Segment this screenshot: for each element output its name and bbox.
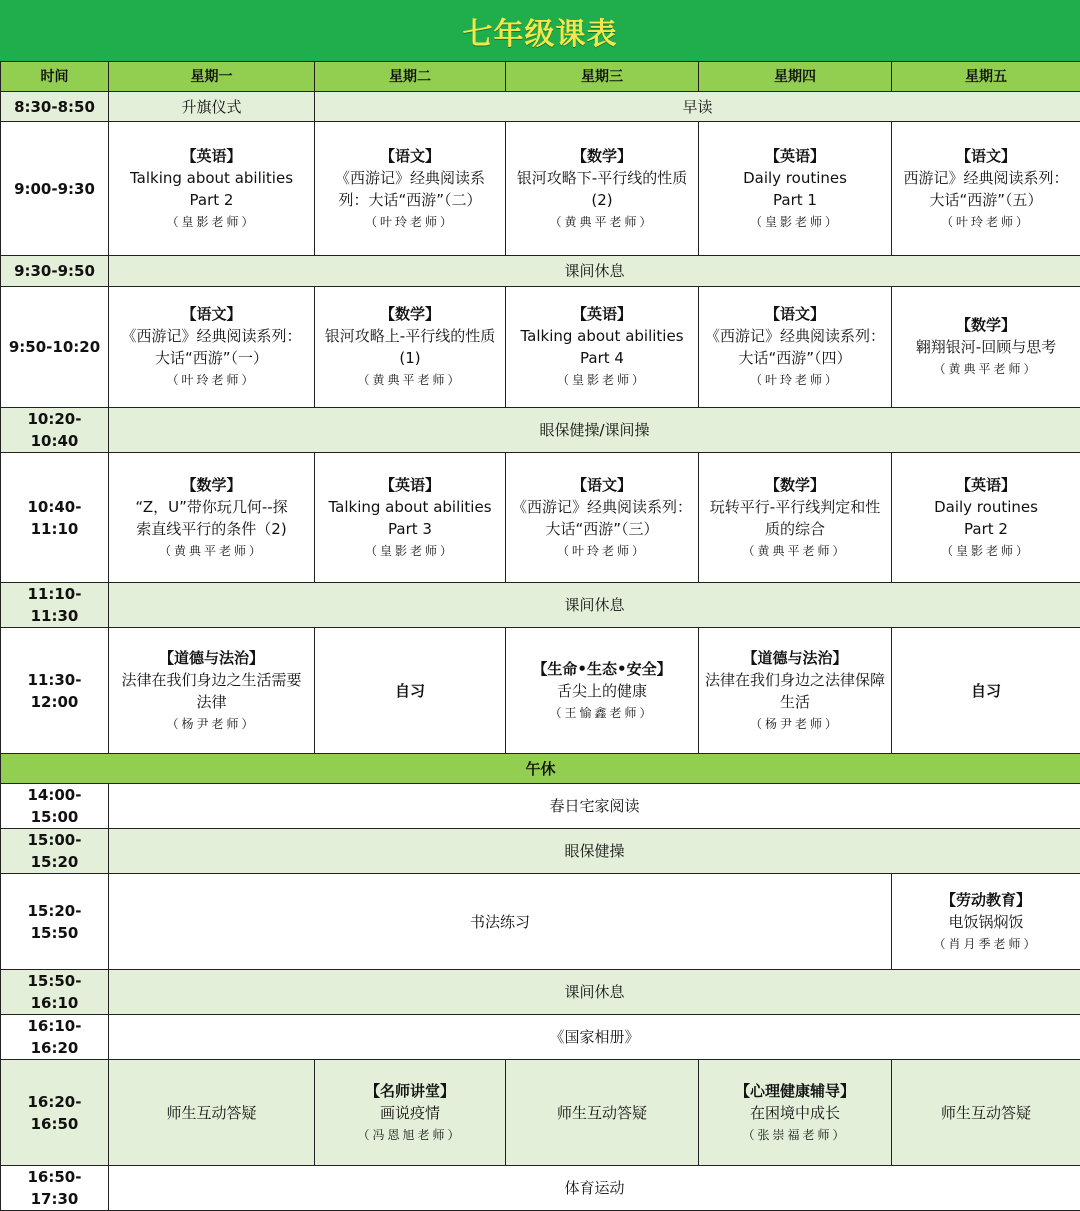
teacher-name: （王愉鑫老师） [509, 702, 695, 724]
lesson-cell [315, 453, 506, 583]
teacher-name: （张崇福老师） [702, 1124, 888, 1146]
table-row [1, 829, 1080, 874]
lesson-title: 《西游记》经典阅读系列： [112, 325, 311, 347]
table-row [1, 1015, 1080, 1060]
table-row [1, 287, 1080, 408]
teacher-name: （皇影老师） [895, 540, 1077, 562]
lesson-cell [699, 287, 892, 408]
lesson-cell [506, 287, 699, 408]
table-row [1, 1166, 1080, 1211]
subject-label: 【语文】 [112, 303, 311, 325]
time-cell: 14:00-15:00 [1, 784, 109, 829]
lesson-cell [892, 122, 1080, 256]
time-cell: 11:10-11:30 [1, 583, 109, 628]
subject-label: 【语文】 [318, 145, 502, 167]
lesson-title: 法律 [112, 691, 311, 713]
table-row [1, 256, 1080, 287]
time-cell: 11:30-12:00 [1, 628, 109, 754]
header-time: 时间 [1, 62, 109, 92]
teacher-name: （皇影老师） [702, 211, 888, 233]
timetable [0, 61, 1080, 1211]
subject-label: 【劳动教育】 [895, 889, 1077, 911]
subject-label: 【英语】 [112, 145, 311, 167]
lesson-title: 玩转平行-平行线判定和性 [702, 496, 888, 518]
lesson-cell [506, 122, 699, 256]
subject-label: 【生命•生态•安全】 [509, 658, 695, 680]
header-fri: 星期五 [892, 62, 1080, 92]
time-cell: 8:30-8:50 [1, 92, 109, 122]
subject-label: 【数学】 [318, 303, 502, 325]
lesson-cell [109, 122, 315, 256]
teacher-name: （杨尹老师） [112, 713, 311, 735]
lesson-title: 大话“西游”（三） [509, 518, 695, 540]
lesson-title: 大话“西游”（五） [895, 189, 1077, 211]
subject-label: 【数学】 [112, 474, 311, 496]
lesson-title: Daily routines [702, 167, 888, 189]
time-cell: 16:50-17:30 [1, 1166, 109, 1211]
lesson-title: 《西游记》经典阅读系 [318, 167, 502, 189]
self-study-cell: 自习 [892, 628, 1080, 754]
self-study-cell: 自习 [315, 628, 506, 754]
teacher-name: （黄典平老师） [895, 358, 1077, 380]
lesson-cell [892, 453, 1080, 583]
reading-cell: 春日宅家阅读 [109, 784, 1080, 829]
lesson-title: 舌尖上的健康 [509, 680, 695, 702]
eye-exercise-cell: 眼保健操/课间操 [109, 408, 1080, 453]
time-cell: 15:20-15:50 [1, 874, 109, 970]
table-row [1, 453, 1080, 583]
table-row [1, 583, 1080, 628]
table-row [1, 1060, 1080, 1166]
lesson-title: 《西游记》经典阅读系列： [702, 325, 888, 347]
qa-cell: 师生互动答疑 [109, 1060, 315, 1166]
lunch-row [1, 754, 1080, 784]
lesson-title: 银河攻略上-平行线的性质 [318, 325, 502, 347]
subject-label: 【英语】 [509, 303, 695, 325]
subject-label: 【语文】 [895, 145, 1077, 167]
table-row [1, 784, 1080, 829]
subject-label: 【英语】 [702, 145, 888, 167]
qa-cell: 师生互动答疑 [892, 1060, 1080, 1166]
lesson-cell [699, 122, 892, 256]
teacher-name: （叶玲老师） [112, 369, 311, 391]
teacher-name: （黄典平老师） [509, 211, 695, 233]
teacher-name: （叶玲老师） [895, 211, 1077, 233]
header-wed: 星期三 [506, 62, 699, 92]
subject-label: 【名师讲堂】 [318, 1080, 502, 1102]
subject-label: 【语文】 [509, 474, 695, 496]
lunch-break-cell: 午休 [1, 754, 1080, 784]
lesson-cell [109, 628, 315, 754]
teacher-name: （叶玲老师） [509, 540, 695, 562]
subject-label: 【数学】 [702, 474, 888, 496]
lesson-cell [699, 453, 892, 583]
lesson-cell [506, 453, 699, 583]
lesson-title: 画说疫情 [318, 1102, 502, 1124]
lesson-title: Talking about abilities [509, 325, 695, 347]
teacher-name: （皇影老师） [112, 211, 311, 233]
lesson-title: Part 2 [895, 518, 1077, 540]
time-cell: 9:30-9:50 [1, 256, 109, 287]
subject-label: 【英语】 [318, 474, 502, 496]
page-title: 七年级课表 [463, 9, 618, 53]
lesson-title: 索直线平行的条件（2) [112, 518, 311, 540]
break-cell: 课间休息 [109, 583, 1080, 628]
lesson-cell [315, 122, 506, 256]
lesson-cell [315, 1060, 506, 1166]
national-album-cell: 《国家相册》 [109, 1015, 1080, 1060]
lesson-title: Daily routines [895, 496, 1077, 518]
lesson-title: 银河攻略下-平行线的性质 [509, 167, 695, 189]
lesson-title: 质的综合 [702, 518, 888, 540]
table-row [1, 628, 1080, 754]
lesson-title: 生活 [702, 691, 888, 713]
time-cell: 10:40-11:10 [1, 453, 109, 583]
teacher-name: （杨尹老师） [702, 713, 888, 735]
eye-exercise-cell: 眼保健操 [109, 829, 1080, 874]
lesson-title: (1) [318, 347, 502, 369]
table-row [1, 122, 1080, 256]
lesson-cell [109, 453, 315, 583]
teacher-name: （黄典平老师） [318, 369, 502, 391]
lesson-cell [892, 874, 1080, 970]
break-cell: 课间休息 [109, 256, 1080, 287]
time-cell: 16:10-16:20 [1, 1015, 109, 1060]
morning-reading-cell: 早读 [315, 92, 1080, 122]
title-bar [0, 0, 1080, 61]
lesson-cell [892, 287, 1080, 408]
teacher-name: （肖月季老师） [895, 933, 1077, 955]
lesson-title: 《西游记》经典阅读系列： [509, 496, 695, 518]
lesson-cell [699, 1060, 892, 1166]
lesson-title: Talking about abilities [318, 496, 502, 518]
lesson-title: Part 2 [112, 189, 311, 211]
teacher-name: （皇影老师） [509, 369, 695, 391]
break-cell: 课间休息 [109, 970, 1080, 1015]
lesson-cell [109, 287, 315, 408]
lesson-cell [506, 628, 699, 754]
lesson-title: Part 4 [509, 347, 695, 369]
lesson-title: 在困境中成长 [702, 1102, 888, 1124]
table-row [1, 92, 1080, 122]
lesson-title: 西游记》经典阅读系列： [895, 167, 1077, 189]
lesson-title: “Z，U”带你玩几何--探 [112, 496, 311, 518]
subject-label: 【道德与法治】 [112, 647, 311, 669]
lesson-title: 大话“西游”（四） [702, 347, 888, 369]
teacher-name: （黄典平老师） [702, 540, 888, 562]
table-row [1, 874, 1080, 970]
lesson-title: 翱翔银河-回顾与思考 [895, 336, 1077, 358]
header-tue: 星期二 [315, 62, 506, 92]
subject-label: 【心理健康辅导】 [702, 1080, 888, 1102]
lesson-title: 列：大话“西游”（二） [318, 189, 502, 211]
lesson-title: Talking about abilities [112, 167, 311, 189]
teacher-name: （黄典平老师） [112, 540, 311, 562]
lesson-title: 大话“西游”（一） [112, 347, 311, 369]
teacher-name: （叶玲老师） [702, 369, 888, 391]
header-thu: 星期四 [699, 62, 892, 92]
lesson-title: Part 1 [702, 189, 888, 211]
lesson-title: 法律在我们身边之法律保障 [702, 669, 888, 691]
time-cell: 10:20-10:40 [1, 408, 109, 453]
time-cell: 16:20-16:50 [1, 1060, 109, 1166]
subject-label: 【语文】 [702, 303, 888, 325]
time-cell: 9:00-9:30 [1, 122, 109, 256]
time-cell: 9:50-10:20 [1, 287, 109, 408]
teacher-name: （叶玲老师） [318, 211, 502, 233]
header-row [1, 62, 1080, 92]
time-cell: 15:00-15:20 [1, 829, 109, 874]
table-row [1, 408, 1080, 453]
lesson-cell [315, 287, 506, 408]
calligraphy-cell: 书法练习 [109, 874, 892, 970]
time-cell: 15:50-16:10 [1, 970, 109, 1015]
flag-ceremony-cell: 升旗仪式 [109, 92, 315, 122]
lesson-title: 电饭锅焖饭 [895, 911, 1077, 933]
teacher-name: （冯恩旭老师） [318, 1124, 502, 1146]
subject-label: 【数学】 [895, 314, 1077, 336]
subject-label: 【道德与法治】 [702, 647, 888, 669]
subject-label: 【英语】 [895, 474, 1077, 496]
qa-cell: 师生互动答疑 [506, 1060, 699, 1166]
header-mon: 星期一 [109, 62, 315, 92]
lesson-title: Part 3 [318, 518, 502, 540]
table-row [1, 970, 1080, 1015]
lesson-title: 法律在我们身边之生活需要 [112, 669, 311, 691]
subject-label: 【数学】 [509, 145, 695, 167]
lesson-title: (2) [509, 189, 695, 211]
lesson-cell [699, 628, 892, 754]
sports-cell: 体育运动 [109, 1166, 1080, 1211]
teacher-name: （皇影老师） [318, 540, 502, 562]
